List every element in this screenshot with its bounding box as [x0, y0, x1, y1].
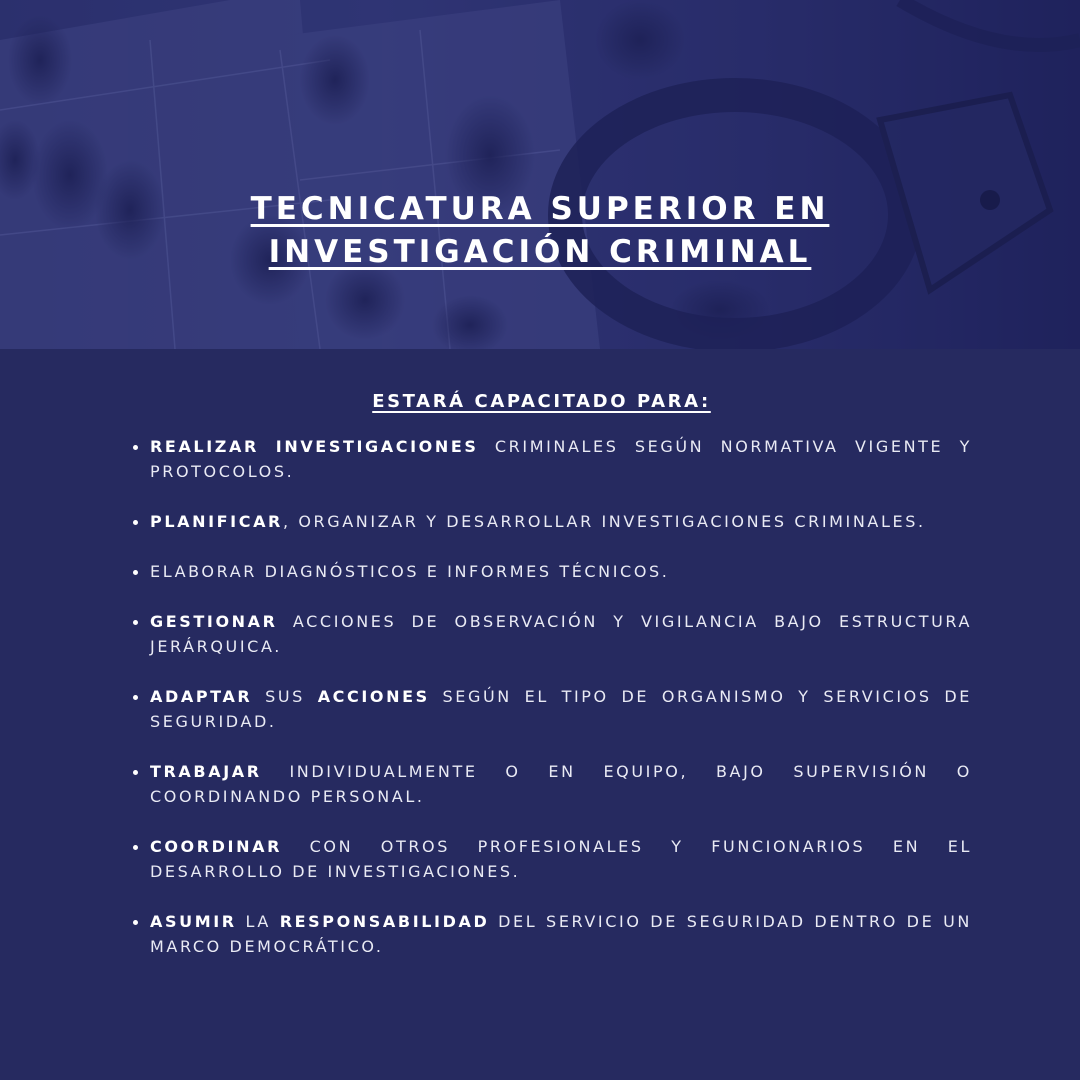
item-text: SUS [252, 687, 318, 706]
item-text: SEGÚN EL TIPO DE ORGANISMO Y SERVICIOS DE SEGURIDAD. [150, 687, 972, 731]
item-text: CON OTROS PROFESIONALES Y FUNCIONARIOS EN EL DESARROLLO DE INVESTIGACIONES. [150, 837, 972, 881]
list-item [150, 559, 972, 584]
page-title [0, 188, 1080, 274]
item-bold: COORDINAR [150, 837, 282, 856]
list-item [150, 509, 972, 534]
bullet-icon [133, 920, 138, 925]
bullet-icon [133, 845, 138, 850]
item-text: LA [236, 912, 280, 931]
capabilities-list [150, 434, 972, 984]
list-item [150, 834, 972, 884]
bullet-icon [133, 445, 138, 450]
bullet-icon [133, 570, 138, 575]
title-line-1: TECNICATURA SUPERIOR EN [250, 191, 830, 227]
item-text: DEL SERVICIO DE SEGURIDAD DENTRO DE UN MARCO DEMOCRÁTICO. [150, 912, 972, 956]
item-text: ELABORAR DIAGNÓSTICOS E INFORMES TÉCNICOS. [150, 562, 670, 581]
item-bold: RESPONSABILIDAD [279, 912, 490, 931]
fingerprint-handcuffs-illustration [0, 0, 1080, 349]
list-item [150, 434, 972, 484]
item-bold: GESTIONAR [150, 612, 278, 631]
item-text: INDIVIDUALMENTE O EN EQUIPO, BAJO SUPERVISIÓN O COORDINANDO PERSONAL. [150, 762, 972, 806]
item-bold: TRABAJAR [150, 762, 262, 781]
list-item [150, 684, 972, 734]
list-item [150, 909, 972, 959]
item-bold: ASUMIR [150, 912, 237, 931]
bullet-icon [133, 695, 138, 700]
item-bold: PLANIFICAR [150, 512, 283, 531]
list-item [150, 609, 972, 659]
bullet-icon [133, 620, 138, 625]
item-text: , ORGANIZAR Y DESARROLLAR INVESTIGACIONES CRIMINALES. [282, 512, 926, 531]
item-bold: ADAPTAR [150, 687, 253, 706]
hero-banner [0, 0, 1080, 349]
item-text: ACCIONES DE OBSERVACIÓN Y VIGILANCIA BAJO ESTRUCTURA JERÁRQUICA. [150, 612, 972, 656]
bullet-icon [133, 520, 138, 525]
item-text: CRIMINALES SEGÚN NORMATIVA VIGENTE Y PROTOCOLOS. [150, 437, 972, 481]
item-bold: REALIZAR INVESTIGACIONES [150, 437, 479, 456]
section-heading: ESTARÁ CAPACITADO PARA: [372, 391, 711, 412]
bullet-icon [133, 770, 138, 775]
list-item [150, 759, 972, 809]
title-line-2: INVESTIGACIÓN CRIMINAL [268, 234, 812, 270]
item-bold: ACCIONES [317, 687, 430, 706]
